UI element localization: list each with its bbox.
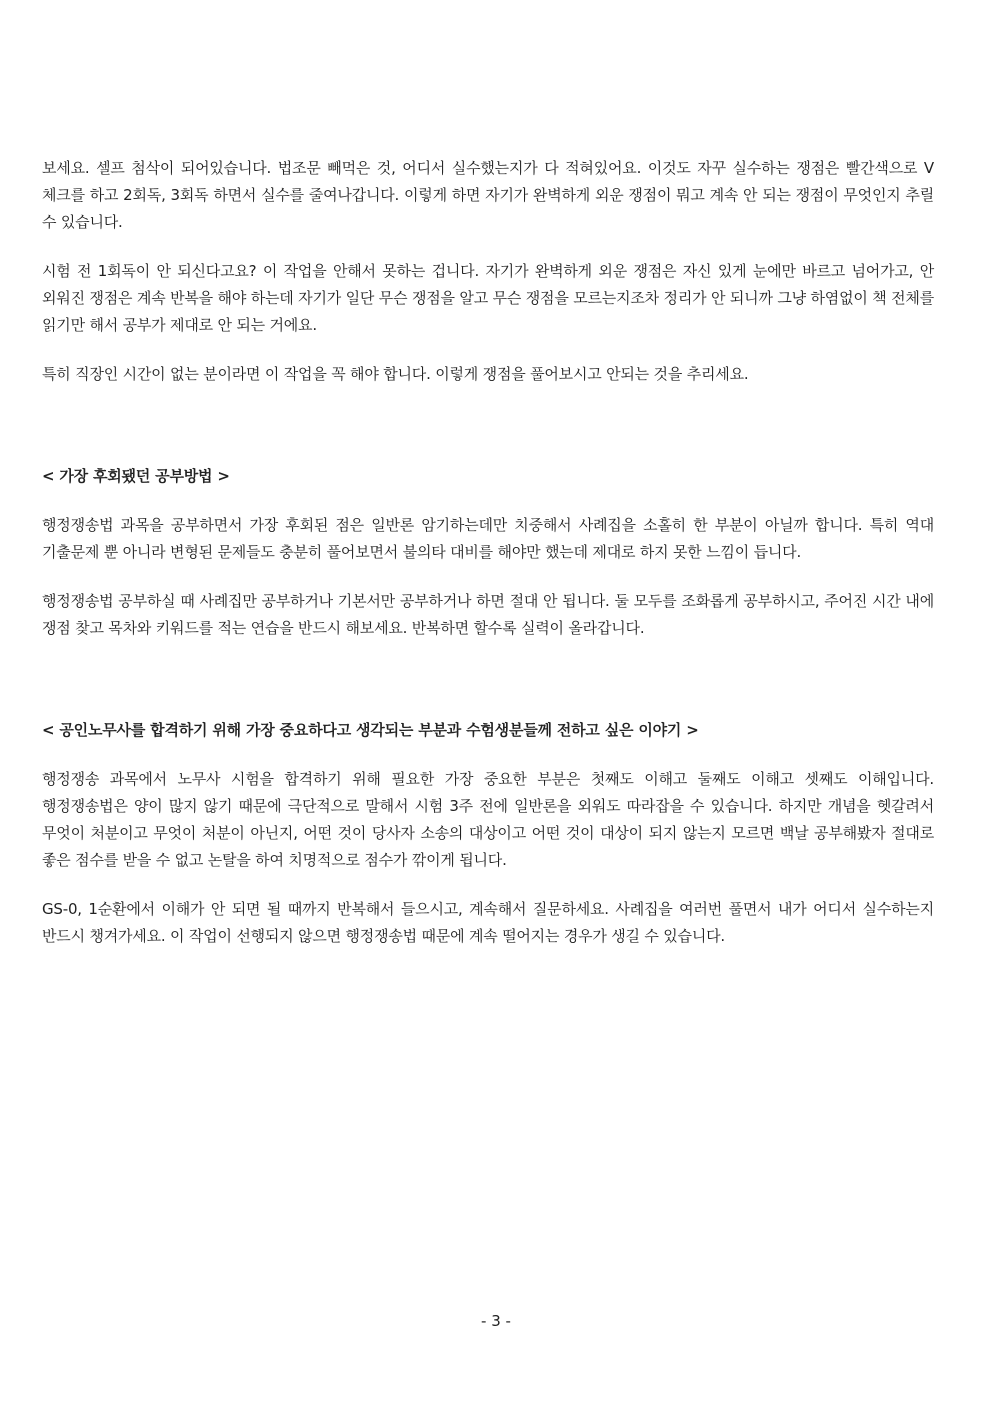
paragraph: 행정쟁송법 과목을 공부하면서 가장 후회된 점은 일반론 암기하는데만 치중해서 사례집을 소홀히 한 부분이 아닐까 합니다. 특히 역대 기출문제 뿐 아니라 변형된 문제들도 충분히 풀어보면서 불의타 대비를 해야만 했는데 제대로 하지 못한 느낌이 듭니다. xyxy=(42,516,934,561)
paragraph: 행정쟁송법 공부하실 때 사례집만 공부하거나 기본서만 공부하거나 하면 절대 안 됩니다. 둘 모두를 조화롭게 공부하시고, 주어진 시간 내에 쟁점 찾고 목차와 키워드를 적는 연습을 반드시 해보세요. 반복하면 할수록 실력이 올라갑니다. xyxy=(42,592,934,637)
paragraph: 행정쟁송 과목에서 노무사 시험을 합격하기 위해 필요한 가장 중요한 부분은 첫째도 이해고 둘째도 이해고 셋째도 이해입니다. 행정쟁송법은 양이 많지 않기 때문에 극단적으로 말해서 시험 3주 전에 일반론을 외워도 따라잡을 수 있습니다. 하지만 개념을 헷갈려서 무엇이 처분이고 무엇이 처분이 아닌지, 어떤 것이 당사자 소송의 대상이고 어떤 것이 대상이 되지 않는지 모르면 백날 공부해봤자 절대로 좋은 점수를 받을 수 없고 논탈을 하여 치명적으로 점수가 깎이게 됩니다. xyxy=(42,770,934,869)
page-number: - 3 - xyxy=(481,1312,511,1330)
section-heading-advice: < 공인노무사를 합격하기 위해 가장 중요하다고 생각되는 부분과 수험생분들께 전하고 싶은 이야기 > xyxy=(42,721,699,739)
paragraph: 특히 직장인 시간이 없는 분이라면 이 작업을 꼭 해야 합니다. 이렇게 쟁점을 풀어보시고 안되는 것을 추리세요. xyxy=(42,365,749,383)
document-body xyxy=(42,155,934,950)
paragraph: 보세요. 셀프 첨삭이 되어있습니다. 법조문 빼먹은 것, 어디서 실수했는지가 다 적혀있어요. 이것도 자꾸 실수하는 쟁점은 빨간색으로 V 체크를 하고 2회독, 3회독 하면서 실수를 줄여나갑니다. 이렇게 하면 자기가 완벽하게 외운 쟁점이 뭐고 계속 안 되는 쟁점이 무엇인지 추릴 수 있습니다. xyxy=(42,159,934,231)
paragraph: 시험 전 1회독이 안 되신다고요? 이 작업을 안해서 못하는 겁니다. 자기가 완벽하게 외운 쟁점은 자신 있게 눈에만 바르고 넘어가고, 안 외워진 쟁점은 계속 반복을 해야 하는데 자기가 일단 무슨 쟁점을 알고 무슨 쟁점을 모르는지조차 정리가 안 되니까 그냥 하염없이 책 전체를 읽기만 해서 공부가 제대로 안 되는 거에요. xyxy=(42,262,934,334)
paragraph: GS-0, 1순환에서 이해가 안 되면 될 때까지 반복해서 들으시고, 계속해서 질문하세요. 사례집을 여러번 풀면서 내가 어디서 실수하는지 반드시 챙겨가세요. 이 작업이 선행되지 않으면 행정쟁송법 때문에 계속 떨어지는 경우가 생길 수 있습니다. xyxy=(42,900,934,945)
section-heading-regret: < 가장 후회됐던 공부방법 > xyxy=(42,467,230,485)
